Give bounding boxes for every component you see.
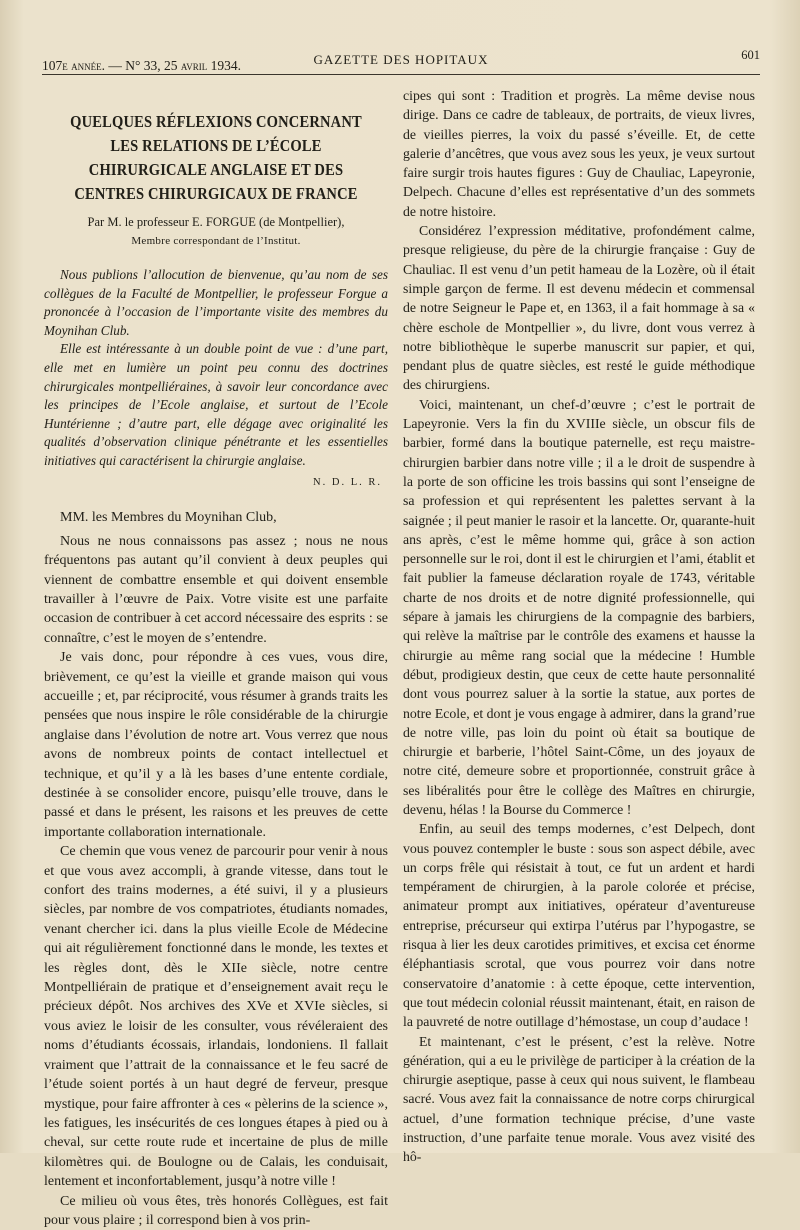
intro-paragraph: Elle est intéressante à un double point de vue : d’une part, elle met en lumière un point peu connu des doctrines chirurgicales montpelliéraines, à savoir leur concordance avec les principes de l’Ecole anglaise, et surtout de l’Ecole Huntérienne ; d’autre part, elle dégage avec originalité les qualités d’observation clinique pénétrante et les essentielles initiatives qui caractérisent la chirurgie anglaise. — [44, 341, 388, 468]
page-number: 601 — [741, 48, 760, 62]
author-affiliation: Membre correspondant de l’Institut. — [131, 235, 301, 247]
left-column — [44, 86, 388, 1230]
issue-line: 107e année. — N° 33, 25 avril 1934. — [42, 58, 241, 73]
left-body-text — [44, 532, 388, 1230]
body-paragraph: Considérez l’expression méditative, profondément calme, presque religieuse, du père de la chirurgie française : Guy de Chauliac. Il est venu d’un petit hameau de la Lozère, où il était simple garçon de ferme. Il est devenu médecin et commensal de notre Seigneur le Pape et, en 1363, il a fait hommage à sa « chère eschole de Montpellier », du livre, dont vous verrez à notre bibliothèque le superbe manuscrit sur papier, et qui, pendant plus de quatre siècles, est resté le guide méthodique des chirurgiens. — [403, 223, 755, 393]
body-paragraph: Et maintenant, c’est le présent, c’est la relève. Notre génération, qui a eu le privilège de participer à la création de la chirurgie aseptique, passe à ceux qui nous suivent, le flambeau sacré. Vous avez fait la connaissance de notre corps chirurgical actuel, d’une formation technique précise, d’une vaste instruction, d’une parfaite tenue morale. Vous avez visité des hô- — [403, 1033, 755, 1165]
body-paragraph: Ce milieu où vous êtes, très honorés Collègues, est fait pour vous plaire ; il correspond bien à vos prin- — [44, 1193, 388, 1228]
intro-paragraph: Nous publions l’allocution de bienvenue, qu’au nom de ses collègues de la Faculté de Montpellier, le professeur Forgue a prononcée à l’occasion de l’importante visite des membres du Moynihan Club. — [44, 267, 388, 338]
editorial-signature: N. D. L. R. — [313, 476, 382, 488]
editorial-intro — [44, 266, 388, 492]
body-paragraph: cipes qui sont : Tradition et progrès. La même devise nous dirige. Dans ce cadre de tableaux, de portraits, de vieux livres, de vieilles pierres, la voix du passé s’éveille. Et, de cette galerie d’ancêtres, que vous avez sous les yeux, je veux surtout faire surgir trois hautes figures : Guy de Chauliac, Lapeyronie, Delpech. Chacune d’elles est représentative d’un des sommets de notre histoire. — [403, 88, 755, 219]
journal-name: GAZETTE DES HOPITAUX — [313, 52, 489, 67]
page-header — [42, 48, 760, 75]
salutation: MM. les Membres du Moynihan Club, — [60, 510, 277, 526]
body-paragraph: Nous ne nous connaissons pas assez ; nous ne nous fréquentons pas autant qu’il convient à deux peuples qui viennent de combattre ensemble et qui doivent ensemble travailler à l’œuvre de Paix. Votre visite est une parfaite occasion de contribuer à cet accord nécessaire des esprits : se connaître, c’est le moyen de s’entendre. — [44, 533, 388, 646]
article-byline: Par M. le professeur E. FORGUE (de Montpellier), — [87, 215, 345, 229]
body-paragraph: Je vais donc, pour répondre à ces vues, vous dire, brièvement, ce qu’est la vieille et grande maison qui vous accueille ; et, par réciprocité, vous résumer à grands traits les pensées que nous inspire le rôle considérable de la chirurgie anglaise dans l’évolution de notre art. Vous verrez que nous avons de nombreux points de contact intellectuel et technique, et qu’il y a là les bases d’une entente cordiale, destinée à se consolider encore, puisqu’elle trouve, dans le passé et dans le présent, les raisons et les preuves de cette importante collaboration internationale. — [44, 650, 388, 840]
body-paragraph: Enfin, au seuil des temps modernes, c’est Delpech, dont vous pouvez contempler le buste : sous son aspect débile, avec un corps frêle qui résistait à tout, ce fut un ardent et hardi tempérament de chirurgien, à la parole colorée et précise, animateur prompt aux initiatives, opérateur d’aventureuse entreprise, précurseur qui extirpa l’utérus par l’hypogastre, se risqua à lier les deux carotides primitives, et excisa cet énorme éléphantiasis scrotal, que vous pourrez voir dans notre conservatoire d’anatomie : à cette époque, cette intervention, que tout médecin colonial réussit maintenant, était, en raison de la pauvreté de notre outillage d’hémostase, un coup d’audace ! — [403, 821, 755, 1030]
body-paragraph: Voici, maintenant, un chef-d’œuvre ; c’est le portrait de Lapeyronie. Vers la fin du XVIIIe siècle, un obscur fils de barbier, formé dans la boutique paternelle, est reçu maistre-chirurgien barbier dans notre ville ; il a le droit de suspendre à la porte de son officine les trois bassins qui sont l’enseigne de sa profession et qui représentent les palettes servant à la saignée ; il peut manier le rasoir et la lancette. Or, quarante-huit ans après, c’est le même homme qui, grâce à son action personnelle sur le roi, dont il est le chirurgien et l’ami, établit et fait publier la fameuse déclaration royale de 1743, véritable charte de nos droits et de notre dignité professionnelle, qui sépare à jamais les chirurgiens de la compagnie des barbiers, qui relève la maîtrise par le contrôle des examens et hausse la chirurgie au même rang social que la médecine ! Humble début, prodigieux destin, que ceux de cette haute personnalité dont vous pourrez saluer à la sortie la statue, aux portes de notre Ecole, et dont je vous engage à admirer, dans la grand’rue de notre ville, pas loin du point où était sa boutique de chirurgie et barberie, l’hôtel Saint-Côme, un des joyaux de notre cité, demeure sobre et proportionnée, construit grâce à ses libéralités pour être le collège des Maîtres en chirurgie, devenu, hélas ! la Bourse du Commerce ! — [403, 396, 755, 817]
right-column — [403, 86, 755, 1167]
body-paragraph: Ce chemin que vous venez de parcourir pour venir à nous et que vous avez accompli, à grande vitesse, dans tout le confort des trains modernes, a été suivi, il y a plusieurs siècles, par nombre de vos compatriotes, étudiants nomades, venant chercher ici. dans la plus vieille Ecole de Médecine qui ait régulièrement fonctionné dans le monde, les textes et les règles dont, dès le XIIe siècle, notre centre Montpelliérain de pratique et d’enseignement avait reçu le précieux dépôt. Nos archives des XVe et XVIe siècles, si vous aviez le loisir de les consulter, vous révéleraient des noms d’étudiants écossais, irlandais, londoniens. Il fallait vraiment que l’attrait de la connaissance et le feu sacré de l’étude soient portés à un haut degré de ferveur, presque mystique, pour faire affronter à ces « pèlerins de la science », les fatigues, les insécurités de ces longues étapes à pied ou à cheval, sur cette route rude et incertaine de plus de mille kilomètres qui. de Boulogne ou de Calais, les conduisait, lentement et inconfortablement, jusqu’à notre ville ! — [44, 844, 388, 1190]
article-title: QUELQUES RÉFLEXIONS CONCERNANT LES RELATIONS DE L’ÉCOLE CHIRURGICALE ANGLAISE ET DES CENTRES CHIRURGICAUX DE FRANCE — [70, 112, 362, 203]
